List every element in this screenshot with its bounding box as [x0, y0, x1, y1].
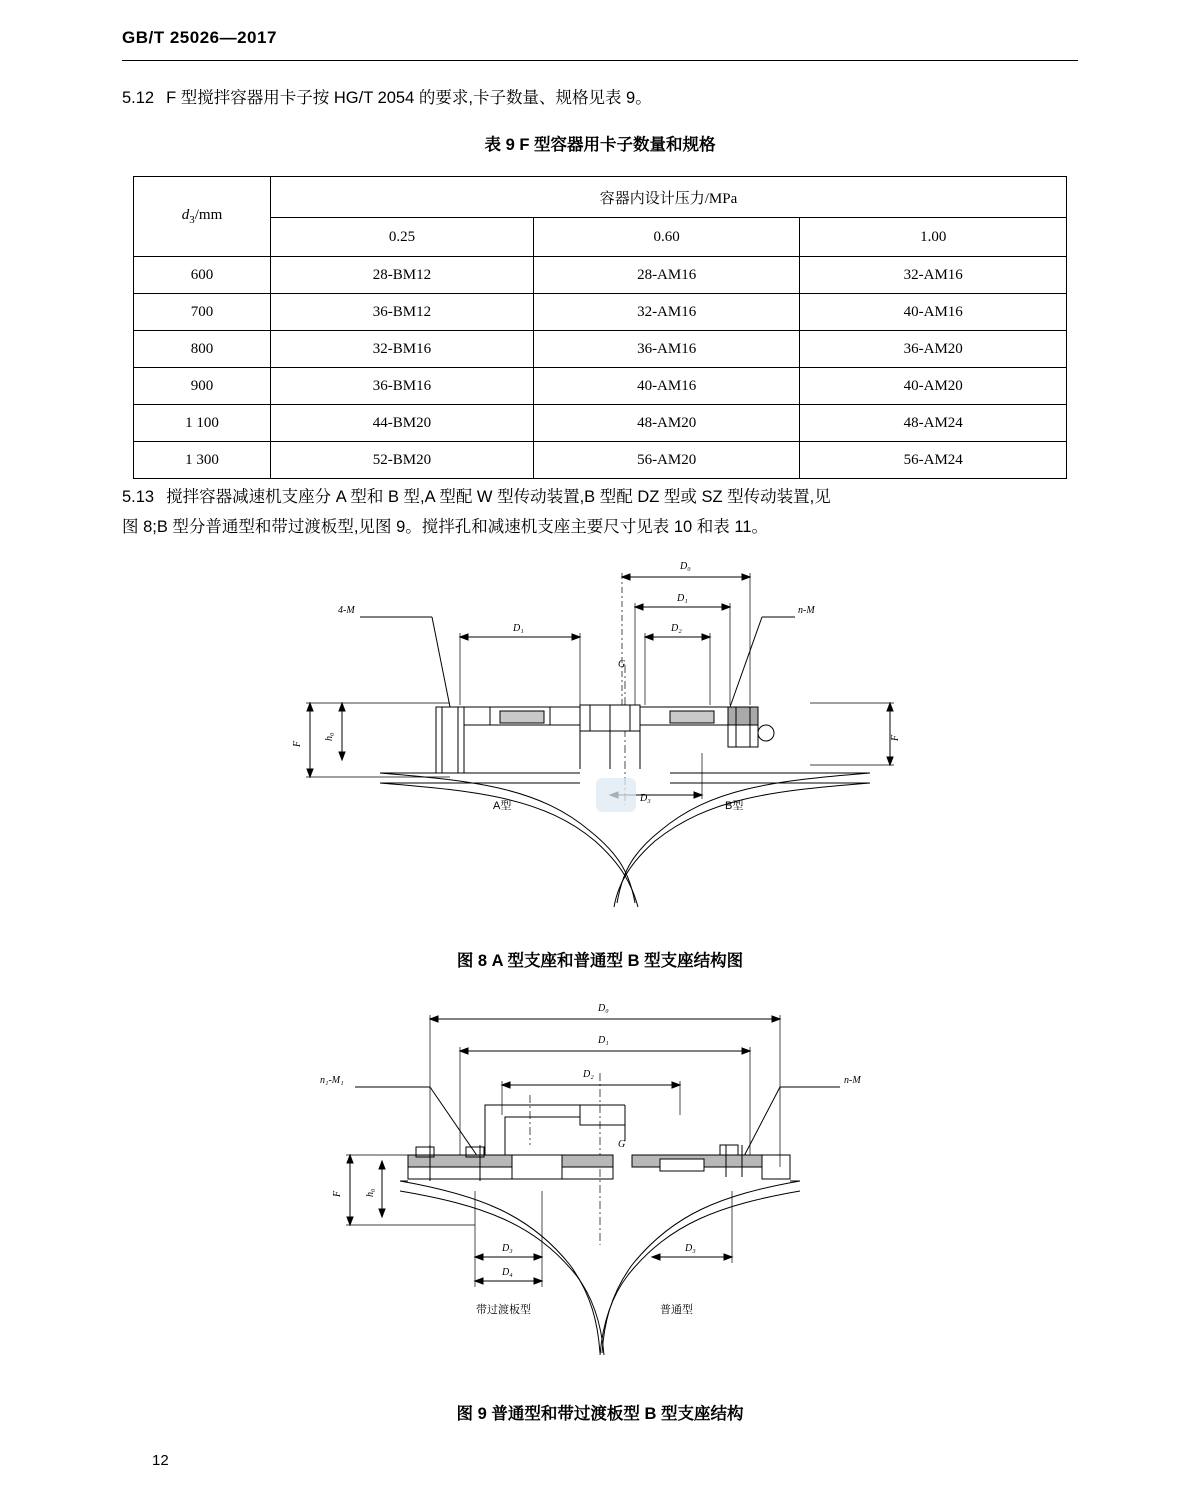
- table-9-cell: 40-AM16: [533, 368, 800, 405]
- table-9-cell-d3: 700: [134, 294, 271, 331]
- table-9-cell: 28-BM12: [271, 257, 534, 294]
- table-9-cell-d3: 600: [134, 257, 271, 294]
- table-9-cell: 32-BM16: [271, 331, 534, 368]
- table-row: [134, 368, 1067, 405]
- table-9-corner-header: $d_3/mm$: [134, 177, 271, 257]
- figure-9-label-d4: D₄: [502, 1267, 513, 1278]
- figure-9-drawing: [280, 995, 920, 1380]
- table-9-caption: 表 9 F 型容器用卡子数量和规格: [484, 136, 716, 154]
- clause-5-12-number: 5.12: [122, 89, 155, 107]
- table-9-cell: 32-AM16: [800, 257, 1067, 294]
- figure-9-label-type-transition: 带过渡板型: [476, 1304, 531, 1316]
- header-divider: [122, 60, 1078, 61]
- table-9-cell: 56-AM20: [533, 442, 800, 479]
- figure-8-label-d2: D₂: [671, 623, 682, 634]
- table-9-cell-d3: 900: [134, 368, 271, 405]
- table-9-cell: 44-BM20: [271, 405, 534, 442]
- table-row: [134, 218, 1067, 257]
- figure-8-label-nm: n-M: [798, 605, 815, 616]
- watermark-logo: [596, 778, 636, 812]
- clause-5-13-line1: 搅拌容器减速机支座分 A 型和 B 型,A 型配 W 型传动装置,B 型配 DZ 型或 SZ 型传动装置,见: [166, 488, 831, 506]
- table-9-col-060: 0.60: [533, 218, 800, 257]
- clause-5-13-number: 5.13: [122, 488, 155, 506]
- table-9-cell: 52-BM20: [271, 442, 534, 479]
- figure-9-label-d3-left: D₃: [502, 1243, 513, 1254]
- table-9-cell: 36-BM16: [271, 368, 534, 405]
- table-row: [134, 294, 1067, 331]
- table-row: [134, 257, 1067, 294]
- figure-8-label-type-b: B型: [725, 800, 744, 812]
- figure-8-label-f-right: F: [890, 734, 901, 741]
- page-number: 12: [152, 1452, 169, 1469]
- figure-9-label-f: F: [332, 1190, 343, 1197]
- table-9-group-header: 容器内设计压力/MPa: [271, 177, 1067, 218]
- table-9-clamp-spec: [133, 176, 1067, 479]
- figure-9-label-d1: D₁: [598, 1035, 609, 1046]
- figure-9-label-n1m1: n₁-M₁: [320, 1075, 344, 1086]
- table-row: [134, 331, 1067, 368]
- table-9-cell: 56-AM24: [800, 442, 1067, 479]
- table-row: [134, 177, 1067, 218]
- table-9-cell: 36-BM12: [271, 294, 534, 331]
- clause-5-13: [122, 482, 1080, 542]
- clause-5-12: [122, 83, 1082, 113]
- figure-9-label-d0: D₀: [598, 1003, 609, 1014]
- figure-9-label-d3-right: D₃: [685, 1243, 696, 1254]
- figure-8-drawing: [250, 555, 950, 930]
- table-9-cell: 36-AM20: [800, 331, 1067, 368]
- figure-8-label-d1-top: D₁: [677, 593, 688, 604]
- table-9-cell-d3: 800: [134, 331, 271, 368]
- figure-8-label-g: G: [618, 659, 626, 670]
- figure-8-caption: 图 8 A 型支座和普通型 B 型支座结构图: [456, 952, 744, 970]
- figure-9-label-h0: h₀: [365, 1188, 376, 1197]
- table-9-cell: 28-AM16: [533, 257, 800, 294]
- table-9-cell-d3: 1 100: [134, 405, 271, 442]
- figure-8-label-h0: h₀: [324, 732, 335, 741]
- figure-8-label-d0: D₀: [680, 561, 691, 572]
- figure-9-label-d2: D₂: [583, 1069, 594, 1080]
- table-9-cell-d3: 1 300: [134, 442, 271, 479]
- figure-8-label-type-a: A型: [493, 800, 512, 812]
- table-row: [134, 405, 1067, 442]
- figure-8-label-d3: D₃: [640, 793, 651, 804]
- figure-8-label-4m: 4-M: [338, 605, 355, 616]
- figure-9-label-nm: n-M: [844, 1075, 861, 1086]
- figure-9-label-type-normal: 普通型: [660, 1304, 693, 1316]
- table-9-cell: 32-AM16: [533, 294, 800, 331]
- table-9-cell: 48-AM20: [533, 405, 800, 442]
- table-9-cell: 40-AM20: [800, 368, 1067, 405]
- table-9-cell: 40-AM16: [800, 294, 1067, 331]
- table-9-col-100: 1.00: [800, 218, 1067, 257]
- figure-9-caption: 图 9 普通型和带过渡板型 B 型支座结构: [456, 1405, 744, 1423]
- page-header-standard-number: GB/T 25026—2017: [122, 28, 277, 47]
- table-9-cell: 48-AM24: [800, 405, 1067, 442]
- clause-5-12-text: F 型搅拌容器用卡子按 HG/T 2054 的要求,卡子数量、规格见表 9。: [166, 89, 652, 107]
- figure-8-label-f-left: F: [292, 740, 303, 747]
- table-row: [134, 442, 1067, 479]
- table-9-cell: 36-AM16: [533, 331, 800, 368]
- figure-8-label-d1-left: D₁: [513, 623, 524, 634]
- figure-9-label-g: G: [618, 1139, 626, 1150]
- clause-5-13-line2: 图 8;B 型分普通型和带过渡板型,见图 9。搅拌孔和减速机支座主要尺寸见表 10 和表 11。: [122, 518, 769, 536]
- table-9-col-025: 0.25: [271, 218, 534, 257]
